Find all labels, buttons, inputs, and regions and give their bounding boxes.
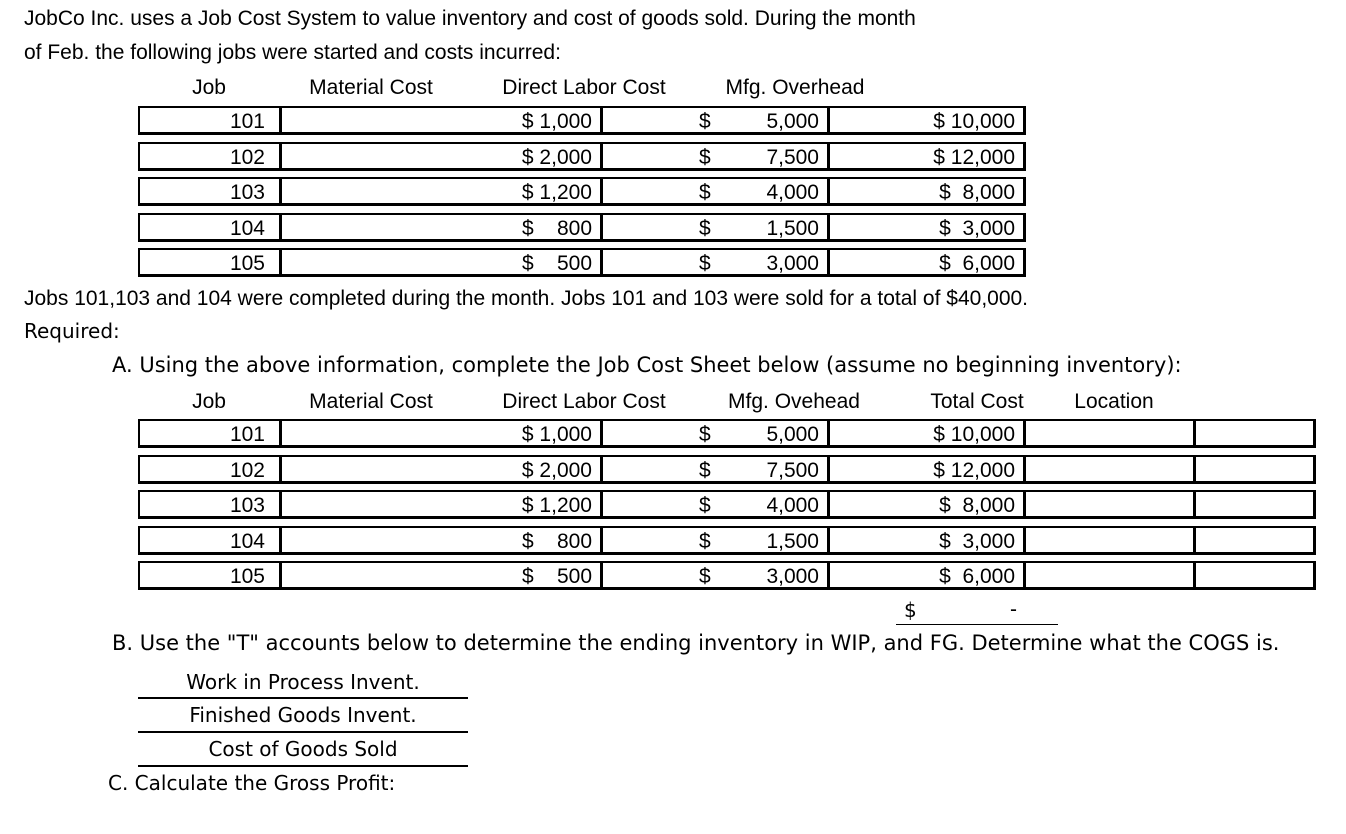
overhead-cost: $ 8,000	[939, 181, 1015, 204]
t-account-fg-line	[138, 731, 468, 733]
t-account-cogs: Cost of Goods Sold	[208, 737, 398, 761]
material-cost: $ 2,000	[521, 458, 592, 482]
cell-labor	[601, 526, 830, 555]
cell-job	[138, 526, 282, 555]
material-cost: $ 1,000	[521, 423, 592, 446]
labor-dollar-sign: $	[699, 529, 711, 553]
cell-material	[280, 561, 603, 590]
cell-material	[280, 248, 603, 277]
cell-labor	[601, 106, 830, 135]
cell-material	[280, 526, 603, 555]
cell-overhead	[828, 455, 1026, 484]
t1-header-material: Material Cost	[309, 76, 433, 99]
t-account-wip: Work in Process Invent.	[186, 670, 420, 694]
labor-cost: 1,500	[766, 216, 819, 240]
cell-total-cost[interactable]	[1024, 455, 1196, 484]
cell-material	[280, 419, 603, 448]
material-cost: $ 500	[521, 252, 592, 275]
labor-cost: 4,000	[766, 181, 819, 204]
cell-labor	[601, 248, 830, 277]
overhead-cost: $ 6,000	[939, 252, 1015, 275]
cell-total-cost[interactable]	[1024, 526, 1196, 555]
job-number: 104	[229, 529, 265, 553]
labor-cost: 5,000	[766, 423, 819, 446]
overhead-cost: $ 3,000	[939, 529, 1015, 553]
cell-overhead	[828, 561, 1026, 590]
cell-job	[138, 490, 282, 519]
overhead-cost: $ 10,000	[933, 423, 1015, 446]
t-account-fg: Finished Goods Invent.	[189, 703, 417, 727]
cell-location[interactable]	[1194, 490, 1316, 519]
cell-location[interactable]	[1194, 419, 1316, 448]
material-cost: $ 800	[521, 529, 592, 553]
material-cost: $ 2,000	[521, 145, 592, 169]
overhead-cost: $ 3,000	[939, 216, 1015, 240]
labor-cost: 1,500	[766, 529, 819, 553]
labor-cost: 4,000	[766, 494, 819, 517]
cell-material	[280, 213, 603, 242]
job-number: 105	[229, 565, 265, 588]
cell-material	[280, 106, 603, 135]
t1-header-labor: Direct Labor Cost	[502, 76, 666, 99]
cell-total-cost[interactable]	[1024, 419, 1196, 448]
labor-dollar-sign: $	[699, 458, 711, 482]
total-dollar-sign: $	[904, 598, 917, 622]
cell-overhead	[828, 142, 1026, 171]
job-number: 101	[229, 423, 265, 446]
cell-labor	[601, 142, 830, 171]
material-cost: $ 800	[521, 216, 592, 240]
labor-cost: 5,000	[766, 110, 819, 133]
part-b-text: B. Use the "T" accounts below to determine the ending inventory in WIP, and FG. Determine what the COGS is.	[112, 631, 1280, 655]
overhead-cost: $ 12,000	[933, 145, 1015, 169]
labor-dollar-sign: $	[699, 565, 711, 588]
t2-header-total: Total Cost	[930, 390, 1024, 413]
labor-cost: 7,500	[766, 458, 819, 482]
completed-jobs-text: Jobs 101,103 and 104 were completed during the month. Jobs 101 and 103 were sold for a total of $40,000.	[24, 287, 1029, 310]
cell-job	[138, 142, 282, 171]
labor-cost: 3,000	[766, 565, 819, 588]
cell-labor	[601, 561, 830, 590]
overhead-cost: $ 6,000	[939, 565, 1015, 588]
labor-dollar-sign: $	[699, 110, 711, 133]
cell-job	[138, 177, 282, 206]
intro-line-1: JobCo Inc. uses a Job Cost System to value inventory and cost of goods sold. During the month	[24, 7, 916, 30]
overhead-cost: $ 12,000	[933, 458, 1015, 482]
cell-material	[280, 177, 603, 206]
cell-labor	[601, 419, 830, 448]
overhead-cost: $ 8,000	[939, 494, 1015, 517]
required-label: Required:	[24, 319, 120, 343]
job-number: 102	[229, 145, 265, 169]
labor-cost: 3,000	[766, 252, 819, 275]
part-a-text: A. Using the above information, complete the Job Cost Sheet below (assume no beginning inventory):	[112, 353, 1182, 377]
t-account-cogs-line	[138, 765, 468, 767]
cell-material	[280, 490, 603, 519]
cell-overhead	[828, 177, 1026, 206]
cell-labor	[601, 490, 830, 519]
cell-location[interactable]	[1194, 561, 1316, 590]
labor-dollar-sign: $	[699, 494, 711, 517]
part-c-text: C. Calculate the Gross Profit:	[108, 771, 396, 795]
intro-line-2: of Feb. the following jobs were started and costs incurred:	[24, 41, 561, 64]
cell-job	[138, 455, 282, 484]
total-underline	[896, 624, 1058, 625]
material-cost: $ 1,000	[521, 110, 592, 133]
t2-header-labor: Direct Labor Cost	[502, 390, 666, 413]
job-number: 103	[229, 494, 265, 517]
cell-job	[138, 213, 282, 242]
job-number: 103	[229, 181, 265, 204]
labor-dollar-sign: $	[699, 216, 711, 240]
cell-location[interactable]	[1194, 455, 1316, 484]
cell-overhead	[828, 106, 1026, 135]
overhead-cost: $ 10,000	[933, 110, 1015, 133]
cell-job	[138, 106, 282, 135]
labor-dollar-sign: $	[699, 181, 711, 204]
t1-header-job: Job	[192, 76, 226, 99]
job-number: 102	[229, 458, 265, 482]
labor-dollar-sign: $	[699, 423, 711, 446]
cell-job	[138, 561, 282, 590]
t1-header-overhead: Mfg. Overhead	[725, 76, 865, 99]
material-cost: $ 1,200	[521, 181, 592, 204]
cell-job	[138, 248, 282, 277]
cell-labor	[601, 177, 830, 206]
t2-header-material: Material Cost	[309, 390, 433, 413]
cell-total-cost[interactable]	[1024, 490, 1196, 519]
cell-labor	[601, 213, 830, 242]
job-number: 104	[229, 216, 265, 240]
cell-location[interactable]	[1194, 526, 1316, 555]
cell-overhead	[828, 248, 1026, 277]
t2-header-overhead: Mfg. Ovehead	[728, 390, 860, 413]
t-account-wip-line	[138, 697, 468, 699]
cell-labor	[601, 455, 830, 484]
cell-overhead	[828, 526, 1026, 555]
cell-total-cost[interactable]	[1024, 561, 1196, 590]
labor-cost: 7,500	[766, 145, 819, 169]
t2-header-location: Location	[1074, 390, 1154, 413]
labor-dollar-sign: $	[699, 145, 711, 169]
total-value: -	[1010, 598, 1017, 621]
cell-overhead	[828, 490, 1026, 519]
material-cost: $ 1,200	[521, 494, 592, 517]
cell-job	[138, 419, 282, 448]
cell-overhead	[828, 419, 1026, 448]
job-number: 101	[229, 110, 265, 133]
labor-dollar-sign: $	[699, 252, 711, 275]
cell-material	[280, 455, 603, 484]
job-number: 105	[229, 252, 265, 275]
material-cost: $ 500	[521, 565, 592, 588]
t2-header-job: Job	[192, 390, 226, 413]
cell-material	[280, 142, 603, 171]
cell-overhead	[828, 213, 1026, 242]
